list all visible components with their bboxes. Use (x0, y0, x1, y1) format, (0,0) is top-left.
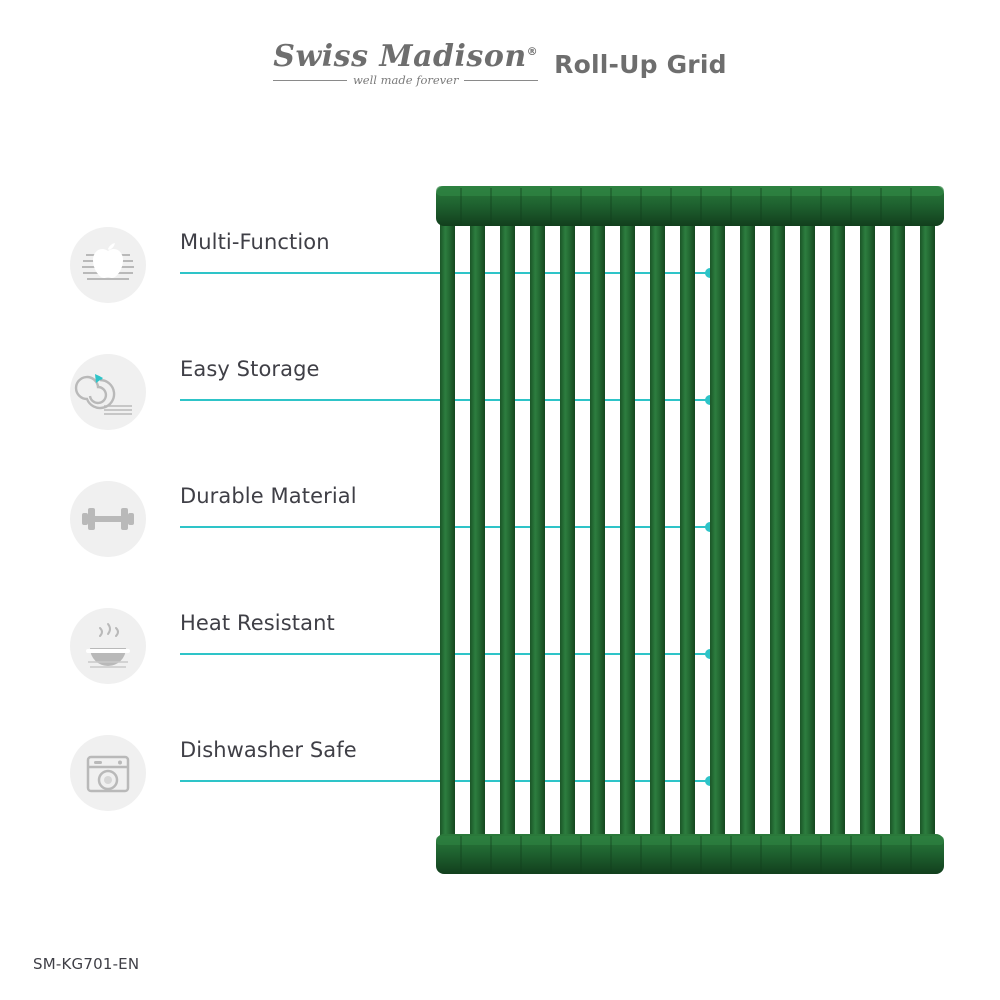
feature-item-durable-material (70, 474, 357, 564)
feature-item-dishwasher-safe (70, 728, 357, 818)
roll-up-grid-illustration (432, 180, 948, 880)
page-title: Roll-Up Grid (554, 49, 727, 79)
feature-label: Easy Storage (180, 357, 320, 381)
top-rail (436, 186, 944, 226)
brand-logo (273, 39, 538, 88)
sku-label: SM-KG701-EN (33, 955, 140, 973)
product-image (432, 180, 948, 880)
roll-up-spiral-icon (70, 354, 146, 430)
page-header (0, 28, 1000, 98)
registered-trademark-icon: ® (526, 44, 539, 58)
apple-on-cutting-board-icon (70, 227, 146, 303)
hot-dish-steam-icon (70, 608, 146, 684)
grid-bars (440, 194, 935, 866)
brand-rule-right (464, 80, 538, 81)
brand-tagline: well made forever (352, 73, 459, 88)
dumbbell-icon (70, 481, 146, 557)
feature-label: Dishwasher Safe (180, 738, 357, 762)
brand-tagline-row (273, 73, 538, 87)
feature-label: Durable Material (180, 484, 357, 508)
brand-block (273, 39, 726, 88)
dishwasher-icon (70, 735, 146, 811)
feature-item-multi-function (70, 220, 330, 310)
brand-name: Swiss Madison® (273, 38, 539, 74)
feature-item-heat-resistant (70, 601, 335, 691)
feature-label: Heat Resistant (180, 611, 335, 635)
feature-item-easy-storage (70, 347, 320, 437)
bottom-rail (436, 834, 944, 874)
feature-label: Multi-Function (180, 230, 330, 254)
brand-rule-left (273, 80, 347, 81)
